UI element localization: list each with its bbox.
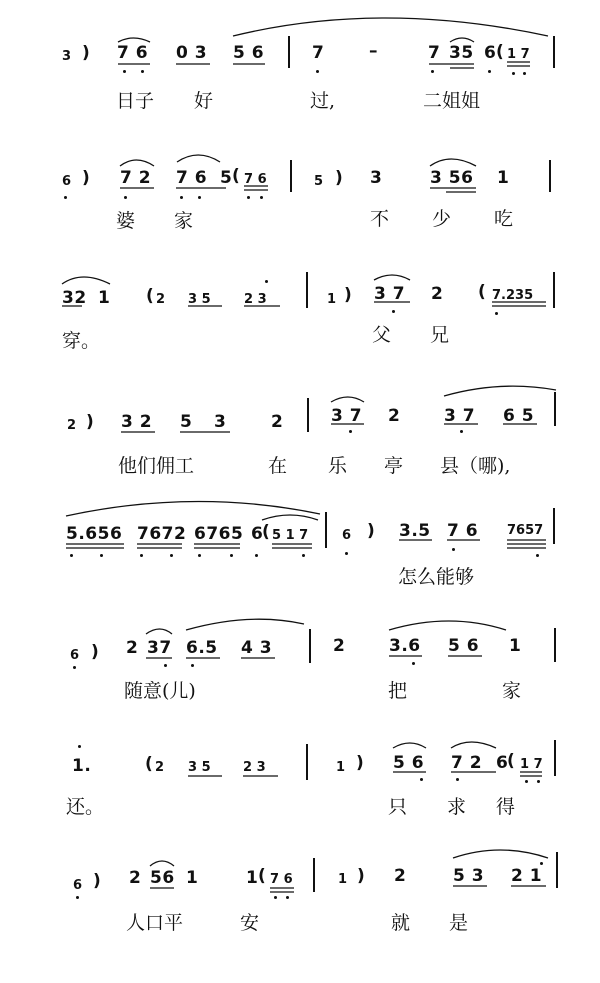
lyric-text: 过, xyxy=(310,90,336,112)
lyric-text: 只 xyxy=(388,796,408,818)
notation-token: 6 xyxy=(70,648,80,663)
notation-token: ) xyxy=(344,285,353,305)
notation-token: 7 6 xyxy=(447,521,479,541)
lyric-text: 吃 xyxy=(494,208,514,230)
bar-line xyxy=(325,512,327,548)
lyric-text: 家 xyxy=(174,210,194,232)
lyric-text: 少 xyxy=(432,208,452,230)
notation-token: 3 xyxy=(214,412,227,432)
notation-token: 6765 xyxy=(194,524,244,544)
octave-dot xyxy=(420,778,423,781)
octave-dot xyxy=(316,70,319,73)
notation-token: 5 1 7 xyxy=(272,528,309,543)
octave-dot xyxy=(452,548,455,551)
notation-token: ) xyxy=(82,168,91,188)
notation-token: 1 xyxy=(336,760,346,775)
notation-token: 2 xyxy=(156,292,166,307)
notation-token: 1 xyxy=(327,292,337,307)
lyric-text: 人口平 xyxy=(126,912,184,934)
notation-token: 7 xyxy=(428,43,441,63)
notation-token: 5 6 xyxy=(393,753,425,773)
notation-token: 7.235 xyxy=(492,288,534,303)
notation-token: 5 6 xyxy=(448,636,480,656)
octave-dot xyxy=(431,70,434,73)
octave-dot xyxy=(460,430,463,433)
notation-token: 1 xyxy=(497,168,510,188)
notation-token: 7657 xyxy=(507,523,544,538)
notation-token: ) xyxy=(86,412,95,432)
octave-dot xyxy=(255,554,258,557)
notation-token: 2 xyxy=(333,636,346,656)
notation-token: 2 xyxy=(388,406,401,426)
bar-line xyxy=(288,36,290,68)
lyric-text: 乐 xyxy=(328,455,348,477)
notation-token: 6 5 xyxy=(503,406,535,426)
lyric-text: 不 xyxy=(370,208,390,230)
notation-token: 1 xyxy=(246,868,259,888)
bar-line xyxy=(549,160,551,192)
notation-token: 7 6 xyxy=(244,172,267,187)
octave-dot xyxy=(123,70,126,73)
octave-dot xyxy=(265,280,268,283)
lyric-text: 是 xyxy=(449,912,469,934)
bar-line xyxy=(313,858,315,892)
notation-token: 2 xyxy=(155,760,165,775)
lyric-text: 日子 xyxy=(116,90,155,112)
notation-token: 3 xyxy=(62,49,72,64)
octave-dot xyxy=(198,554,201,557)
lyric-text: 还。 xyxy=(66,796,105,818)
notation-token: 6 xyxy=(73,878,83,893)
lyric-text: 县（哪), xyxy=(440,455,511,477)
notation-token: 2 3 xyxy=(244,292,267,307)
lyric-text: 把 xyxy=(388,680,408,702)
lyric-text: 父 xyxy=(372,324,392,346)
notation-token: 5 6 xyxy=(233,43,265,63)
octave-dot xyxy=(70,554,73,557)
notation-token: ( xyxy=(146,286,155,306)
octave-dot xyxy=(412,662,415,665)
bar-line xyxy=(306,744,308,780)
notation-token: 6 xyxy=(62,174,72,189)
lyric-text: 安 xyxy=(240,912,260,934)
notation-token: 6 xyxy=(342,528,352,543)
notation-token: 32 xyxy=(62,288,87,308)
notation-token: 2 xyxy=(126,638,139,658)
notation-token: ( xyxy=(496,42,505,62)
octave-dot xyxy=(140,554,143,557)
notation-token: 7 2 xyxy=(120,168,152,188)
octave-dot xyxy=(198,196,201,199)
bar-line xyxy=(307,398,309,432)
bar-line xyxy=(290,160,292,192)
notation-token: 2 xyxy=(431,284,444,304)
octave-dot xyxy=(392,310,395,313)
lyric-text: 在 xyxy=(268,455,288,477)
bar-line xyxy=(553,36,555,68)
notation-token: 1 7 xyxy=(507,47,530,62)
notation-token: 6 xyxy=(496,753,509,773)
bar-line xyxy=(553,508,555,544)
notation-token: 3 xyxy=(370,168,383,188)
notation-token: 2 xyxy=(67,418,77,433)
octave-dot xyxy=(536,554,539,557)
notation-token: 1 xyxy=(98,288,111,308)
notation-token: ( xyxy=(145,754,154,774)
octave-dot xyxy=(191,664,194,667)
octave-dot xyxy=(512,72,515,75)
notation-token: 3.6 xyxy=(389,636,421,656)
notation-token: 3 56 xyxy=(430,168,474,188)
lyric-text: 怎么能够 xyxy=(398,566,475,588)
notation-token: 6 xyxy=(251,524,264,544)
notation-token: ) xyxy=(335,168,344,188)
notation-token: 6.5 xyxy=(186,638,218,658)
notation-token: 3 5 xyxy=(188,292,211,307)
lyric-text: 求 xyxy=(447,796,467,818)
notation-token: 7 6 xyxy=(117,43,149,63)
octave-dot xyxy=(456,778,459,781)
notation-token: 35 xyxy=(449,43,474,63)
notation-token: 5 xyxy=(314,174,324,189)
lyric-text: 穿。 xyxy=(62,330,101,352)
lyric-text: 家 xyxy=(502,680,522,702)
notation-token: 2 1 xyxy=(511,866,543,886)
octave-dot xyxy=(64,196,67,199)
notation-token: 7 xyxy=(312,43,325,63)
notation-token: 3.5 xyxy=(399,521,431,541)
bar-line xyxy=(554,740,556,776)
notation-token: 0 3 xyxy=(176,43,208,63)
octave-dot xyxy=(247,196,250,199)
notation-token: 3 7 xyxy=(444,406,476,426)
notation-token: 5.656 xyxy=(66,524,123,544)
octave-dot xyxy=(523,72,526,75)
notation-token: 1 7 xyxy=(520,757,543,772)
notation-token: 5 xyxy=(180,412,193,432)
octave-dot xyxy=(260,196,263,199)
octave-dot xyxy=(302,554,305,557)
notation-token: 6 xyxy=(484,43,497,63)
lyric-text: 二姐姐 xyxy=(423,90,481,112)
notation-token: 3 7 xyxy=(374,284,406,304)
lyric-text: 就 xyxy=(391,912,411,934)
octave-dot xyxy=(170,554,173,557)
octave-dot xyxy=(180,196,183,199)
notation-token: 7 6 xyxy=(176,168,208,188)
notation-token: 7 6 xyxy=(270,872,293,887)
bar-line xyxy=(306,272,308,308)
octave-dot xyxy=(78,745,81,748)
notation-token: 3 7 xyxy=(331,406,363,426)
lyric-text: 得 xyxy=(496,796,516,818)
octave-dot xyxy=(76,896,79,899)
notation-token: 3 5 xyxy=(188,760,211,775)
notation-token: 1 xyxy=(338,872,348,887)
octave-dot xyxy=(100,554,103,557)
notation-token: 7672 xyxy=(137,524,187,544)
notation-token: 1 xyxy=(186,868,199,888)
bar-line xyxy=(556,852,558,888)
notation-token: 5 xyxy=(220,168,233,188)
octave-dot xyxy=(286,896,289,899)
notation-token: 1. xyxy=(72,756,92,776)
lyric-text: 婆 xyxy=(116,210,136,232)
octave-dot xyxy=(540,862,543,865)
bar-line xyxy=(309,629,311,663)
notation-token: 3 2 xyxy=(121,412,153,432)
notation-token: – xyxy=(369,41,378,61)
notation-token: 2 xyxy=(394,866,407,886)
notation-token: ) xyxy=(91,642,100,662)
octave-dot xyxy=(345,552,348,555)
notation-token: 37 xyxy=(147,638,172,658)
notation-token: 7 2 xyxy=(451,753,483,773)
lyric-text: 兄 xyxy=(430,324,450,346)
notation-token: 1 xyxy=(509,636,522,656)
notation-token: ( xyxy=(507,751,516,771)
lyric-text: 随意(儿) xyxy=(124,680,196,702)
notation-token: ) xyxy=(93,871,102,891)
octave-dot xyxy=(488,70,491,73)
octave-dot xyxy=(525,780,528,783)
notation-token: ( xyxy=(262,522,271,542)
lyric-text: 好 xyxy=(194,90,214,112)
bar-line xyxy=(553,272,555,308)
notation-token: ) xyxy=(357,866,366,886)
notation-token: 2 xyxy=(271,412,284,432)
notation-token: ( xyxy=(232,166,241,186)
notation-token: ( xyxy=(478,282,487,302)
notation-token: 56 xyxy=(150,868,175,888)
octave-dot xyxy=(164,664,167,667)
octave-dot xyxy=(124,196,127,199)
lyric-text: 他们佣工 xyxy=(118,455,195,477)
bar-line xyxy=(554,628,556,662)
octave-dot xyxy=(141,70,144,73)
notation-token: ) xyxy=(356,753,365,773)
notation-token: 2 3 xyxy=(243,760,266,775)
octave-dot xyxy=(537,780,540,783)
notation-token: 2 xyxy=(129,868,142,888)
octave-dot xyxy=(349,430,352,433)
bar-line xyxy=(554,392,556,426)
octave-dot xyxy=(274,896,277,899)
notation-token: ( xyxy=(258,866,267,886)
notation-token: ) xyxy=(82,43,91,63)
octave-dot xyxy=(230,554,233,557)
notation-token: ) xyxy=(367,521,376,541)
octave-dot xyxy=(73,666,76,669)
notation-token: 5 3 xyxy=(453,866,485,886)
notation-token: 4 3 xyxy=(241,638,273,658)
octave-dot xyxy=(495,312,498,315)
lyric-text: 亭 xyxy=(384,455,404,477)
